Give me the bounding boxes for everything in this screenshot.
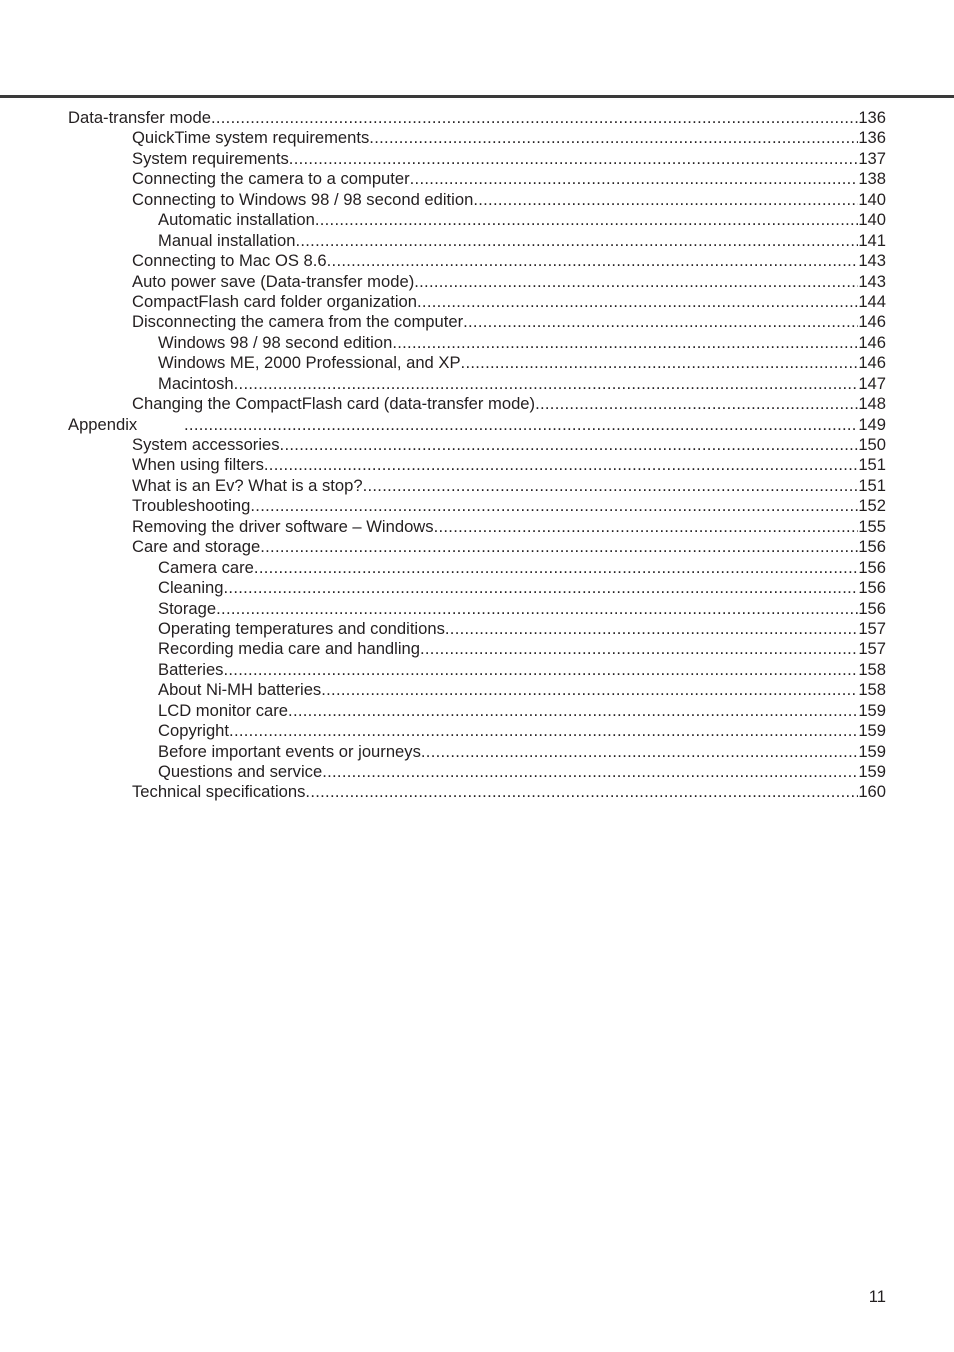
toc-entry-title: Manual installation	[158, 230, 296, 250]
dot-leader	[445, 619, 858, 639]
toc-entry-page: 146	[858, 312, 886, 332]
toc-entry[interactable]	[68, 455, 886, 475]
toc-entry-page: 156	[858, 578, 886, 598]
toc-entry-title: LCD monitor care	[158, 700, 289, 720]
toc-entry-page: 140	[858, 189, 886, 209]
dot-leader	[420, 639, 858, 659]
dot-leader	[216, 599, 858, 619]
toc-entry[interactable]	[68, 619, 886, 639]
toc-entry-page: 147	[858, 373, 886, 393]
toc-entry[interactable]	[68, 537, 886, 557]
toc-entry[interactable]	[68, 599, 886, 619]
toc-entry-page: 156	[858, 537, 886, 557]
toc-entry-title: Data-transfer mode	[68, 108, 211, 127]
dot-leader	[289, 149, 859, 169]
toc-entry-title: System requirements	[132, 148, 289, 168]
dot-leader	[315, 210, 859, 230]
dot-leader	[211, 108, 858, 128]
toc-entry[interactable]	[68, 782, 886, 802]
toc-entry-page: 155	[858, 516, 886, 536]
toc-entry-title: When using filters	[132, 455, 264, 475]
toc-entry-title: Appendix	[68, 414, 138, 434]
toc-entry-title: About Ni-MH batteries	[158, 680, 322, 700]
toc-entry-page: 159	[858, 700, 886, 720]
toc-entry[interactable]	[68, 415, 886, 435]
dot-leader	[535, 394, 858, 414]
toc-entry-title: Camera care	[158, 557, 254, 577]
toc-entry[interactable]	[68, 353, 886, 373]
toc-entry-page: 152	[858, 496, 886, 516]
toc-entry[interactable]	[68, 128, 886, 148]
toc-entry[interactable]	[68, 762, 886, 782]
toc-entry-page: 144	[858, 291, 886, 311]
toc-entry-title: Troubleshooting	[132, 496, 251, 516]
toc-entry-title: Storage	[158, 598, 217, 618]
toc-entry[interactable]	[68, 517, 886, 537]
toc-entry-title: Care and storage	[132, 537, 261, 557]
toc-entry[interactable]	[68, 292, 886, 312]
toc-entry-page: 158	[858, 680, 886, 700]
toc-entry-title: System accessories	[132, 435, 280, 454]
dot-leader	[369, 128, 858, 148]
toc-entry-page: 151	[858, 455, 886, 475]
dot-leader	[288, 701, 858, 721]
toc-entry-title: Windows 98 / 98 second edition	[158, 332, 393, 352]
header-rule	[0, 95, 954, 98]
toc-entry-title: QuickTime system requirements	[132, 128, 370, 148]
toc-entry-title: Connecting to Windows 98 / 98 second edition	[132, 189, 474, 209]
toc-entry-title: CompactFlash card folder organization	[132, 291, 418, 311]
toc-entry-title: What is an Ev? What is a stop?	[132, 475, 363, 495]
toc-entry-page: 148	[858, 394, 886, 414]
toc-entry-page: 157	[858, 639, 886, 659]
dot-leader	[280, 435, 859, 455]
dot-leader	[234, 374, 859, 394]
toc-entry[interactable]	[68, 476, 886, 496]
toc-entry-page: 150	[858, 435, 886, 454]
toc-entry-page: 159	[858, 741, 886, 761]
toc-entry-title: Changing the CompactFlash card (data-transfer mode)	[132, 394, 536, 414]
dot-leader	[363, 476, 859, 496]
dot-leader	[414, 272, 858, 292]
dot-leader	[295, 231, 858, 251]
toc-entry[interactable]	[68, 721, 886, 741]
toc-entry-title: Windows ME, 2000 Professional, and XP	[158, 353, 461, 373]
toc-entry[interactable]	[68, 169, 886, 189]
toc-entry[interactable]	[68, 435, 886, 455]
toc-entry-title: Batteries	[158, 659, 224, 679]
toc-entry[interactable]	[68, 496, 886, 516]
toc-entry-page: 159	[858, 762, 886, 781]
toc-entry-title: Copyright	[158, 721, 230, 741]
toc-entry-title: Operating temperatures and conditions	[158, 618, 445, 638]
dot-leader	[417, 292, 858, 312]
toc-entry-page: 138	[858, 169, 886, 189]
dot-leader	[322, 762, 858, 782]
toc-entry-title: Cleaning	[158, 578, 224, 598]
toc-entry-page: 159	[858, 721, 886, 741]
dot-leader	[473, 190, 858, 210]
toc-entry-page: 149	[858, 414, 886, 434]
toc-entry-page: 146	[858, 332, 886, 352]
toc-entry[interactable]	[68, 210, 886, 230]
toc-entry-title: Automatic installation	[158, 210, 315, 230]
dot-leader	[250, 496, 858, 516]
dot-leader	[327, 251, 859, 271]
toc-entry[interactable]	[68, 108, 886, 128]
dot-leader	[229, 721, 858, 741]
toc-entry[interactable]	[68, 701, 886, 721]
dot-leader	[264, 455, 858, 475]
toc-entry[interactable]	[68, 639, 886, 659]
dot-leader	[254, 558, 858, 578]
toc-entry-title: Disconnecting the camera from the computer	[132, 312, 464, 332]
dot-leader	[223, 660, 858, 680]
toc-entry-page: 143	[858, 271, 886, 291]
toc-entry[interactable]	[68, 394, 886, 414]
dot-leader	[260, 537, 858, 557]
dot-leader	[410, 169, 859, 189]
toc-entry-page: 156	[858, 557, 886, 577]
toc-entry[interactable]	[68, 374, 886, 394]
toc-entry-page: 156	[858, 598, 886, 618]
dot-leader	[461, 353, 859, 373]
toc-entry[interactable]	[68, 558, 886, 578]
toc-entry-title: Recording media care and handling	[158, 639, 420, 659]
toc-entry-title: Connecting to Mac OS 8.6	[132, 251, 327, 271]
dot-leader	[434, 517, 859, 537]
toc-entry[interactable]	[68, 660, 886, 680]
toc-entry[interactable]	[68, 190, 886, 210]
toc-entry-page: 143	[858, 251, 886, 271]
page-number: 11	[868, 1287, 886, 1306]
dot-leader	[224, 578, 859, 598]
toc-entry-page: 136	[858, 108, 886, 127]
toc-entry-page: 146	[858, 353, 886, 373]
dot-leader	[392, 333, 858, 353]
toc-entry[interactable]	[68, 149, 886, 169]
table-of-contents	[68, 108, 886, 803]
dot-leader	[421, 742, 858, 762]
toc-entry-page: 160	[858, 782, 886, 802]
toc-entry-title: Macintosh	[158, 373, 234, 393]
toc-entry-title: Technical specifications	[132, 782, 306, 802]
toc-entry-title: Before important events or journeys	[158, 741, 421, 761]
toc-entry-title: Questions and service	[158, 762, 323, 781]
toc-entry-page: 137	[858, 148, 886, 168]
toc-entry[interactable]	[68, 680, 886, 700]
toc-entry-page: 140	[858, 210, 886, 230]
toc-entry-page: 158	[858, 659, 886, 679]
dot-leader	[184, 415, 858, 435]
toc-entry-title: Auto power save (Data-transfer mode)	[132, 271, 415, 291]
toc-entry-page: 136	[858, 128, 886, 148]
dot-leader	[463, 312, 858, 332]
dot-leader	[305, 782, 858, 802]
dot-leader	[321, 680, 858, 700]
toc-entry-page: 141	[858, 230, 886, 250]
toc-entry-page: 157	[858, 618, 886, 638]
toc-entry[interactable]	[68, 251, 886, 271]
toc-entry-title: Connecting the camera to a computer	[132, 169, 410, 189]
toc-entry-title: Removing the driver software – Windows	[132, 516, 434, 536]
toc-entry-page: 151	[858, 475, 886, 495]
toc-entry[interactable]	[68, 333, 886, 353]
toc-entry[interactable]	[68, 578, 886, 598]
toc-entry[interactable]	[68, 272, 886, 292]
toc-entry[interactable]	[68, 742, 886, 762]
toc-entry[interactable]	[68, 231, 886, 251]
toc-entry[interactable]	[68, 312, 886, 332]
